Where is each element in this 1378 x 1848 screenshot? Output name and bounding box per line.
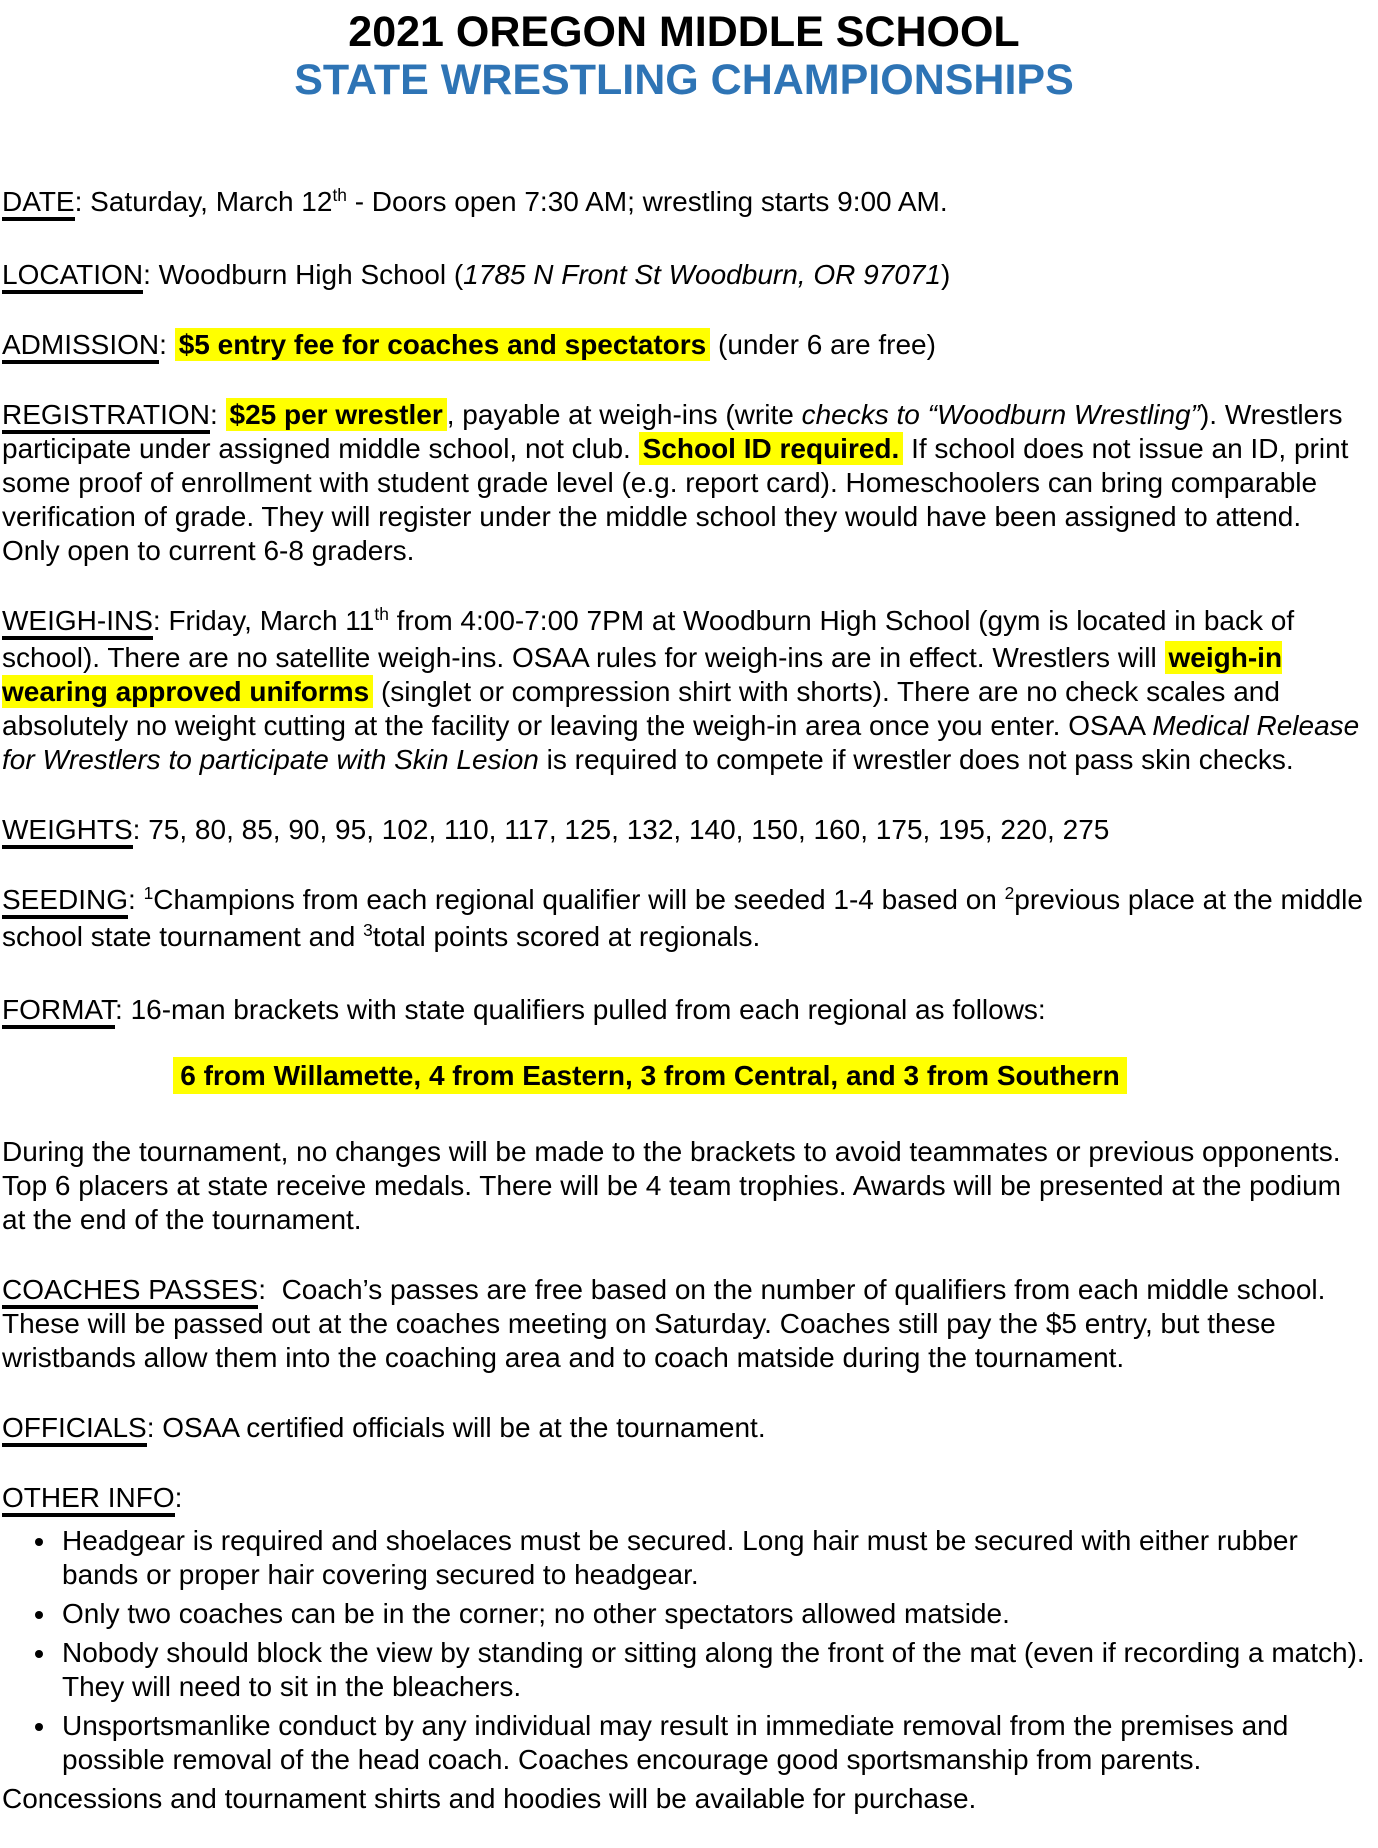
section-label: DATE [2,186,75,221]
text-run: 1 [143,883,154,904]
text-run: from 4:00-7:00 7PM at Woodburn High School (gym is located in back of school). There are no satellite weigh-ins. OSAA rules for weigh-ins are in effect. Wrestlers will [2,605,1295,673]
text-run: : [209,399,226,430]
text-run: 2 [1004,883,1015,904]
paragraph-tournament-rules [2,1135,1366,1237]
paragraph-registration [2,398,1366,568]
text-run: : Woodburn High School ( [143,259,464,290]
other-info-bullet-blocking-view: • Nobody should block the view by standing or sitting along the front of the mat (even if recording a match). They will need to sit in the bleachers. [58,1636,1366,1704]
text-run: Medical Release for Wrestlers to participate with Skin Lesion [2,710,1360,775]
paragraph-date [2,185,1366,222]
text-run: (under 6 are free) [710,329,936,360]
section-label: ADMISSION [2,329,159,364]
other-info-heading [2,1481,1366,1515]
format-qualifiers-highlight [2,1057,1298,1095]
paragraph-weights [2,813,1366,847]
text-run: : Friday, March 11 [152,605,375,636]
other-info-bullet-headgear: • Headgear is required and shoelaces must be secured. Long hair must be secured with either rubber bands or proper hair covering secured to headgear. [58,1524,1366,1592]
text-run: : OSAA certified officials will be at the tournament. [146,1412,766,1443]
paragraph-format [2,993,1366,1027]
other-info-bullet-conduct: • Unsportsmanlike conduct by any individual may result in immediate removal from the premises and possible removal of the head coach. Coaches encourage good sportsmanship from parents. [58,1709,1366,1777]
text-run: : Saturday, March 12 [74,186,333,217]
text-run: total points scored at regionals. [372,921,761,952]
text-run: is required to compete if wrestler does not pass skin checks. [538,744,1294,775]
paragraph-weigh-ins [2,604,1366,777]
text-run: (singlet or compression shirt with shorts). There are no check scales and absolutely no weight cutting at the facility or leaving the weigh-in area once you enter. OSAA [2,676,1280,741]
text-run: 6 from Willamette, 4 from Eastern, 3 from Central, and 3 from Southern [173,1057,1127,1094]
text-run: : 75, 80, 85, 90, 95, 102, 110, 117, 125, 132, 140, 150, 160, 175, 195, 220, 275 [132,814,1110,845]
section-label: OTHER INFO [2,1482,175,1517]
section-label: WEIGHTS [2,814,133,849]
text-run: th [374,604,389,625]
text-run: ). Wrestlers participate under assigned middle school, not club. [2,399,1343,464]
text-run: ) [941,259,951,290]
document-title-line1: 2021 OREGON MIDDLE SCHOOL [348,8,1020,56]
section-label: OFFICIALS [2,1412,147,1447]
section-label: COACHES PASSES [2,1274,258,1309]
text-run: : 16-man brackets with state qualifiers pulled from each regional as follows: [115,994,1046,1025]
section-label: WEIGH-INS [2,605,153,640]
other-info-bullet-coaches-corner: • Only two coaches can be in the corner; no other spectators allowed matside. [58,1597,1366,1631]
text-run: School ID required. [639,432,904,465]
paragraph-coaches-passes [2,1273,1366,1375]
text-run: Champions from each regional qualifier will be seeded 1-4 based on [153,884,1005,915]
text-run: th [332,185,347,206]
paragraph-location [2,258,1366,292]
document-title-line2: STATE WRESTLING CHAMPIONSHIPS [294,56,1074,104]
text-run: : [159,329,175,360]
section-label: REGISTRATION [2,399,210,434]
section-label: SEEDING [2,884,128,919]
text-run: weigh-in wearing approved uniforms [2,642,1283,707]
paragraph-officials [2,1411,1366,1445]
text-run: checks to “Woodburn Wrestling” [801,399,1200,430]
text-run: , payable at weigh-ins (write [446,399,802,430]
paragraph-seeding [2,883,1366,957]
paragraph-admission [2,328,1366,362]
text-run: During the tournament, no changes will be made to the brackets to avoid teammates or previous opponents. Top 6 placers at state receive medals. There will be 4 team trophies. Awards will be presented at the podium at the end of the tournament. [2,1136,1342,1235]
section-label: LOCATION [2,259,143,294]
text-run: : [174,1482,183,1513]
text-run: If school does not issue an ID, print some proof of enrollment with student grade level (e.g. report card). Homeschoolers can bring comparable verification of grade. They will register under the middle school they would have been assigned to attend. Only open to current 6-8 graders. [2,433,1349,566]
text-run: : [128,884,144,915]
text-run: 3 [363,920,373,941]
text-run: $5 entry fee for coaches and spectators [175,328,711,361]
text-run: previous place at the middle school state tournament and [2,884,1363,952]
section-label: FORMAT [2,994,115,1029]
text-run: 1785 N Front St Woodburn, OR 97071 [463,259,941,290]
text-run: - Doors open 7:30 AM; wrestling starts 9:00 AM. [346,186,948,217]
text-run: $25 per wrestler [226,398,447,431]
text-run: : Coach’s passes are free based on the number of qualifiers from each middle school. These will be passed out at the coaches meeting on Saturday. Coaches still pay the $5 entry, but these wristbands allow them into the coaching area and to coach matside during the tournament. [2,1274,1326,1373]
closing-line: Concessions and tournament shirts and hoodies will be available for purchase. [2,1783,977,1814]
other-info-list [2,1524,1366,1777]
